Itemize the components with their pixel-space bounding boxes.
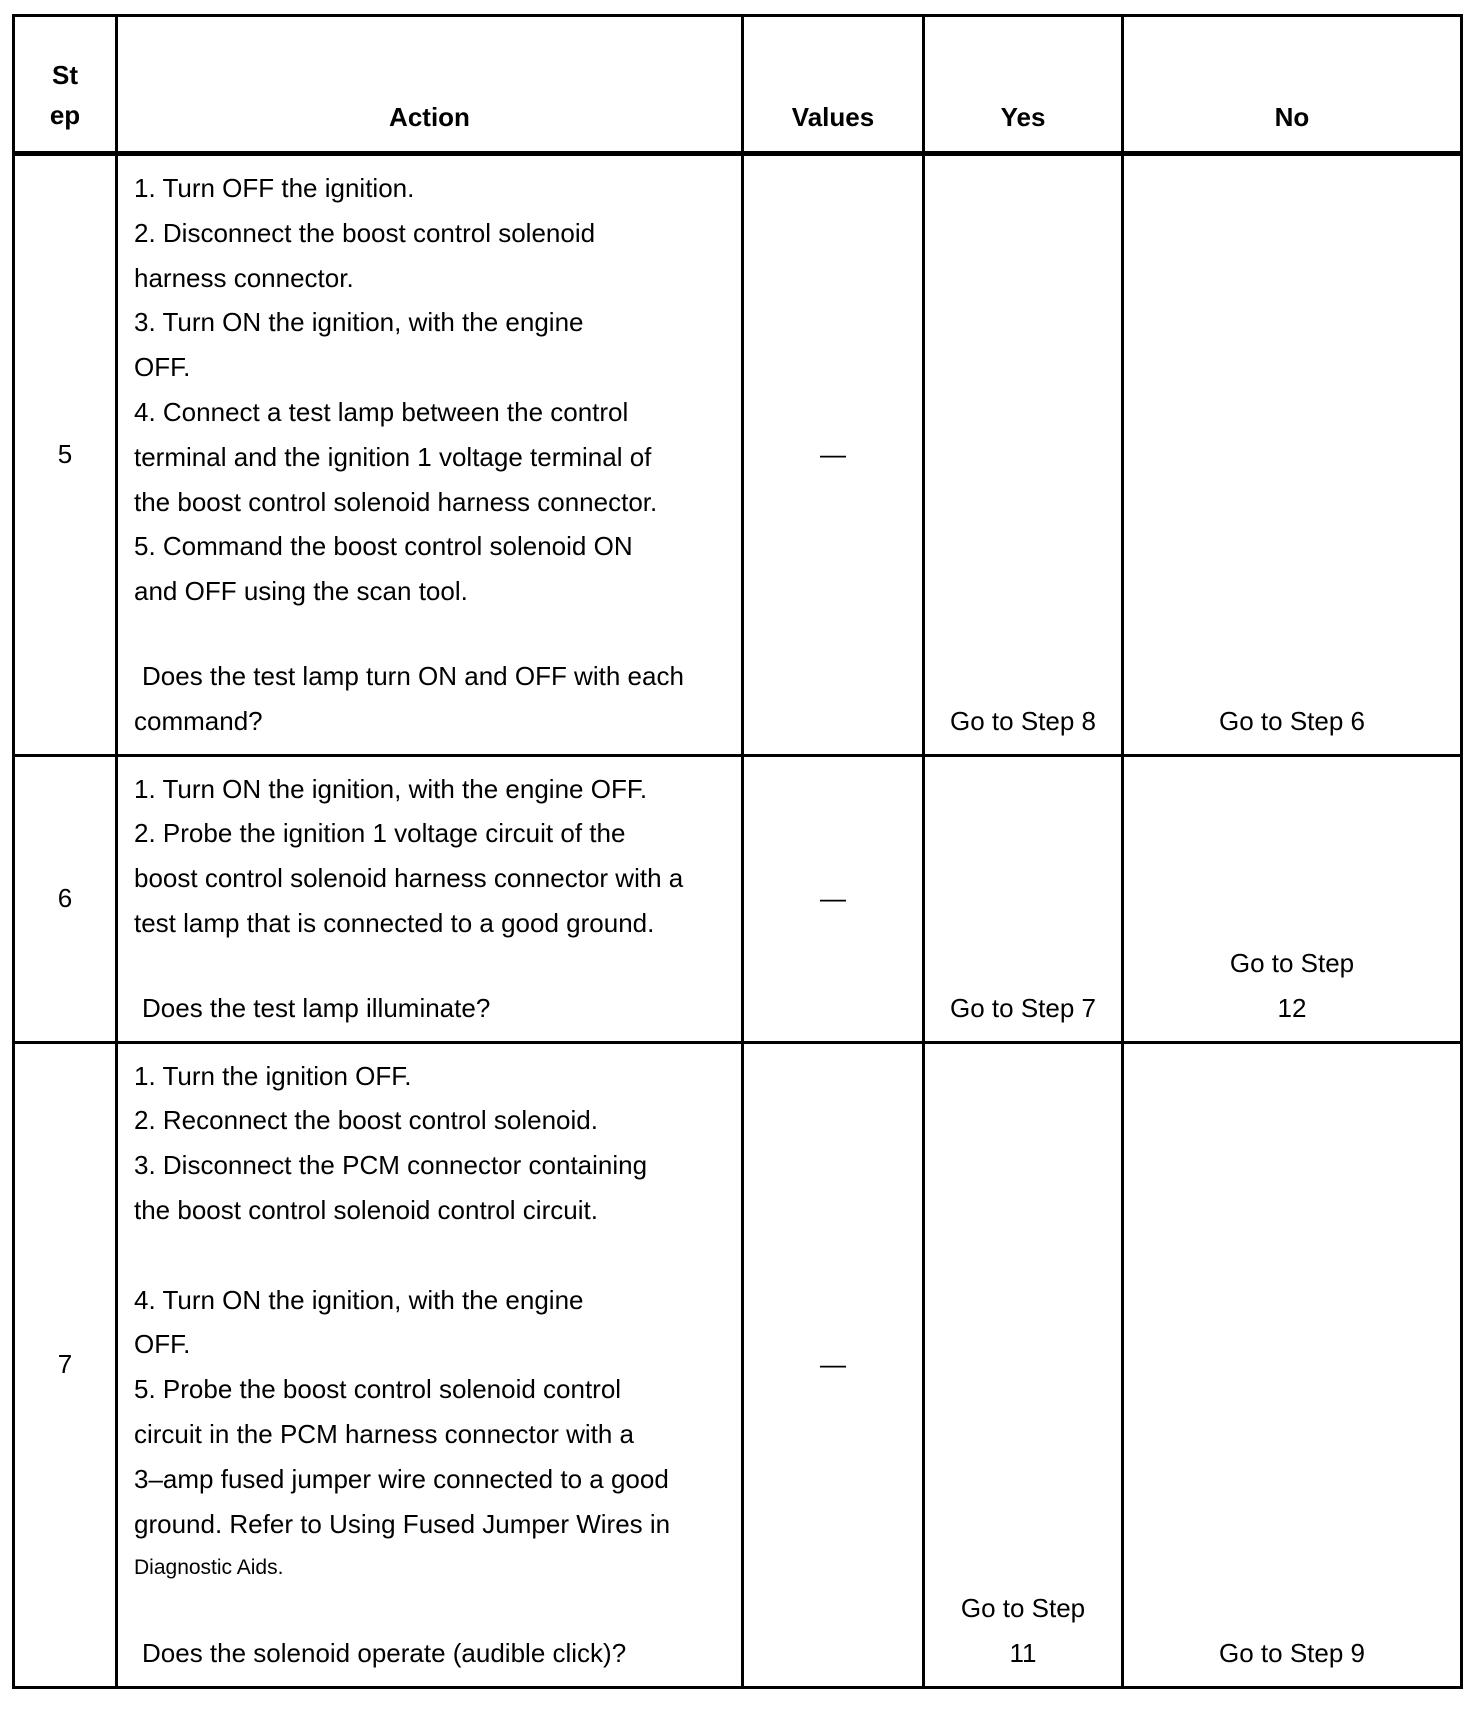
question-line: Does the test lamp turn ON and OFF with each bbox=[142, 660, 684, 691]
spacer bbox=[134, 1591, 701, 1631]
yes-cell bbox=[924, 1042, 1123, 1687]
action-line: 4. Connect a test lamp between the control bbox=[134, 396, 629, 427]
no-cell: Go to Step 9 bbox=[1123, 1042, 1462, 1687]
action-cell bbox=[117, 154, 743, 756]
action-line: OFF. bbox=[134, 1329, 191, 1360]
header-row bbox=[14, 16, 1462, 154]
no-cell-line2: 12 bbox=[1277, 992, 1307, 1023]
action-line: 2. Probe the ignition 1 voltage circuit of the bbox=[134, 818, 626, 849]
action-line: 1. Turn the ignition OFF. bbox=[134, 1060, 412, 1091]
spacer bbox=[134, 946, 701, 986]
step-number: 6 bbox=[14, 755, 117, 1042]
header-step bbox=[14, 16, 117, 154]
action-line: 1. Turn OFF the ignition. bbox=[134, 173, 415, 203]
header-action: Action bbox=[117, 16, 743, 154]
yes-cell: Go to Step 8 bbox=[924, 154, 1123, 756]
action-line: 3. Turn ON the ignition, with the engine bbox=[134, 307, 584, 338]
question-line: command? bbox=[134, 705, 263, 736]
action-line: 2. Reconnect the boost control solenoid. bbox=[134, 1105, 598, 1136]
table-row-step-6 bbox=[14, 755, 1462, 1042]
question-line: Does the test lamp illuminate? bbox=[142, 992, 491, 1023]
header-no: No bbox=[1123, 16, 1462, 154]
yes-cell-line1: Go to Step bbox=[960, 1593, 1086, 1624]
values-cell: — bbox=[743, 154, 924, 756]
values-cell: — bbox=[743, 755, 924, 1042]
table-row-step-7 bbox=[14, 1042, 1462, 1687]
action-line: the boost control solenoid harness connector. bbox=[134, 486, 658, 517]
yes-cell-line2: 11 bbox=[1009, 1638, 1037, 1669]
action-line-small: Diagnostic Aids. bbox=[134, 1556, 284, 1580]
action-cell bbox=[117, 1042, 743, 1687]
table-row-step-5 bbox=[14, 154, 1462, 756]
no-cell-line1: Go to Step bbox=[1229, 947, 1355, 978]
action-line: test lamp that is connected to a good ground. bbox=[134, 907, 655, 938]
step-number: 5 bbox=[14, 154, 117, 756]
values-cell: — bbox=[743, 1042, 924, 1687]
action-line: 2. Disconnect the boost control solenoid bbox=[134, 217, 596, 248]
no-cell: Go to Step 6 bbox=[1123, 154, 1462, 756]
action-line: circuit in the PCM harness connector with a bbox=[134, 1418, 634, 1449]
action-line: 3–amp fused jumper wire connected to a good bbox=[134, 1463, 669, 1494]
action-line: and OFF using the scan tool. bbox=[134, 576, 468, 607]
question-line: Does the solenoid operate (audible click)? bbox=[142, 1638, 627, 1669]
action-line: 5. Probe the boost control solenoid control bbox=[134, 1374, 622, 1405]
diagnostic-table bbox=[12, 14, 1463, 1689]
action-line: harness connector. bbox=[134, 262, 354, 293]
yes-cell: Go to Step 7 bbox=[924, 755, 1123, 1042]
action-line: ground. Refer to Using Fused Jumper Wires in bbox=[134, 1508, 671, 1539]
header-step-line2: ep bbox=[49, 100, 81, 130]
action-line: 5. Command the boost control solenoid ON bbox=[134, 531, 633, 562]
action-line: OFF. bbox=[134, 352, 191, 383]
header-yes: Yes bbox=[924, 16, 1123, 154]
action-line: 4. Turn ON the ignition, with the engine bbox=[134, 1284, 584, 1315]
no-cell bbox=[1123, 755, 1462, 1042]
action-line: the boost control solenoid control circuit. bbox=[134, 1194, 598, 1225]
action-line: 3. Disconnect the PCM connector containing bbox=[134, 1150, 648, 1181]
action-line: boost control solenoid harness connector with a bbox=[134, 863, 684, 894]
header-values: Values bbox=[743, 16, 924, 154]
header-step-line1: St bbox=[52, 60, 78, 90]
action-line: 1. Turn ON the ignition, with the engine OFF. bbox=[134, 773, 648, 804]
step-number: 7 bbox=[14, 1042, 117, 1687]
action-line: terminal and the ignition 1 voltage terminal of bbox=[134, 441, 652, 472]
spacer bbox=[134, 1233, 701, 1278]
spacer bbox=[134, 614, 701, 654]
action-cell bbox=[117, 755, 743, 1042]
